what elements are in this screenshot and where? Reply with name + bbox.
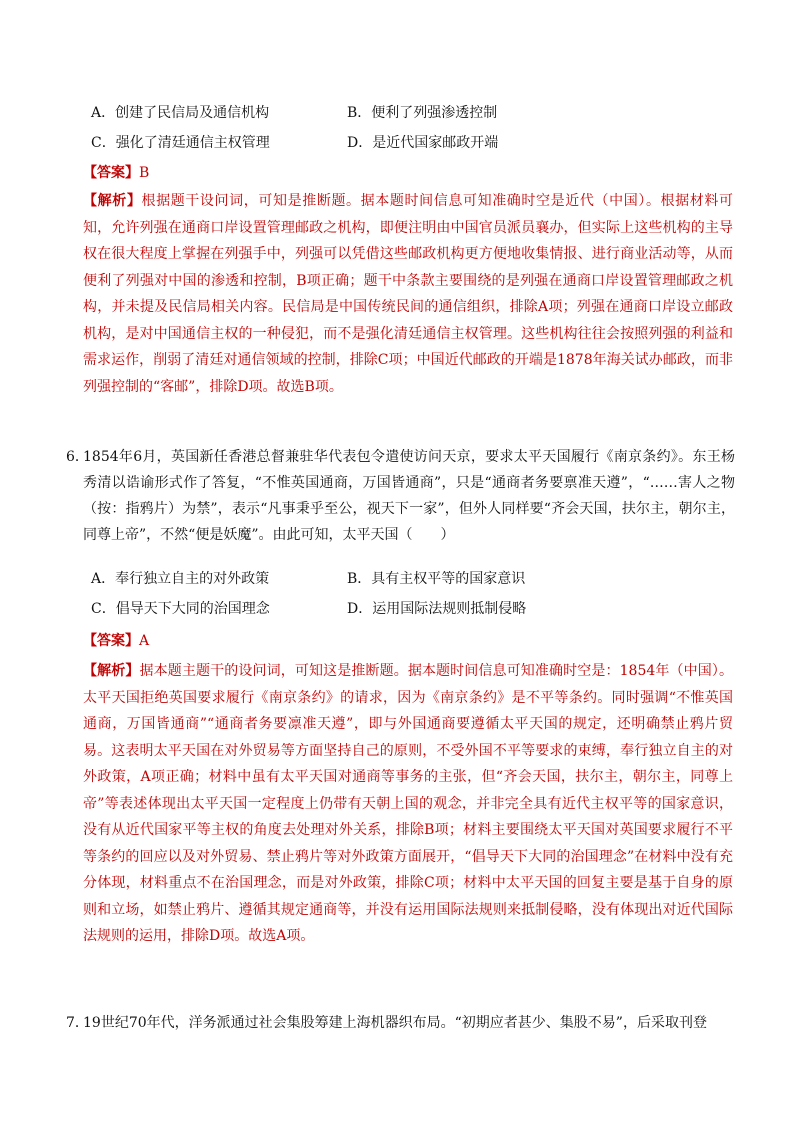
q5-options-row-2 [91,130,651,156]
q5-option-b: B．便利了列强渗透控制 [347,105,498,121]
q6-analysis [83,658,733,950]
q6-options-row-1 [91,566,651,592]
q5-options-row-1 [91,100,651,126]
q5-answer-value: B [139,165,150,181]
q6-answer-value: A [139,633,150,649]
q5-analysis-text: 根据题干设问词，可知是推断题。据本题时间信息可知准确时空是近代（中国）。根据材料可知，允许列强在通商口岸设置管理邮政之机构，即便注明由中国官员派员襄办，但实际上这些机构的主导权在很大程度上掌握在列强手中，列强可以凭借这些邮政机构更方便地收集情报、进行商业活动等，从而便利了列强对中国的渗透和控制，B项正确；题干中条款主要围绕的是列强在通商口岸设置管理邮政之机构，并未提及民信局相关内容。民信局是中国传统民间的通信组织，排除A项；列强在通商口岸设立邮政机构，是对中国通信主权的一种侵犯，而不是强化清廷通信主权管理。这些机构往往会按照列强的利益和需求运作，削弱了清廷对通信领域的控制，排除C项；中国近代邮政的开端是1878年海关试办邮政，而非列强控制的“客邮”，排除D项。故选B项。 [83,193,734,395]
q6-option-b: B．具有主权平等的国家意识 [347,571,526,587]
q6-option-a: A．奉行独立自主的对外政策 [91,571,270,587]
q5-answer-tag: 【答案】 [83,165,139,181]
q5-analysis [83,188,733,400]
q5-answer [83,160,149,186]
q5-option-c: C．强化了清廷通信主权管理 [91,135,270,151]
q6-answer [83,628,149,654]
q6-option-c: C．倡导天下大同的治国理念 [91,601,270,617]
q6-number: 6． [66,449,89,465]
q6-stem: 1854年6月，英国新任香港总督兼驻华代表包令遣使访问天京，要求太平天国履行《南京条约》。东王杨秀清以诰谕形式作了答复，“不惟英国通商，万国皆通商”，只是“通商者务要禀准天遵”，“……害人之物（按：指鸦片）为禁”，表示“凡事秉乎至公，视天下一家”，但外人同样要“齐会天国，扶尔主，朝尔主，同尊上帝”，不然“便是妖魔”。由此可知，太平天国（ ） [83,449,735,543]
q7-stem: 19世纪70年代，洋务派通过社会集股筹建上海机器织布局。“初期应者甚少、集股不易”，后采取刊登 [83,1015,707,1031]
q7-number: 7． [66,1015,89,1031]
q6-analysis-tag: 【解析】 [83,663,140,679]
q6-analysis-text: 据本题主题干的设问词，可知这是推断题。据本题时间信息可知准确时空是：1854年（中国）。太平天国拒绝英国要求履行《南京条约》的请求，因为《南京条约》是不平等条约。同时强调“不惟英国通商，万国皆通商”“通商者务要凛准天遵”，即与外国通商要遵循太平天国的规定，还明确禁止鸦片贸易。这表明太平天国在对外贸易等方面坚持自己的原则，不受外国不平等要求的束缚，奉行独立自主的对外政策，A项正确；材料中虽有太平天国对通商等事务的主张，但“齐会天国，扶尔主，朝尔主，同尊上帝”等表述体现出太平天国一定程度上仍带有天朝上国的观念，并非完全具有近代主权平等的国家意识，没有从近代国家平等主权的角度去处理对外关系，排除B项；材料主要围绕太平天国对英国要求履行不平等条约的回应以及对外贸易、禁止鸦片等对外政策方面展开，“倡导天下大同的治国理念”在材料中没有充分体现，材料重点不在治国理念，而是对外政策，排除C项；材料中太平天国的回复主要是基于自身的原则和立场，如禁止鸦片、遵循其规定通商等，并没有运用国际法规则来抵制侵略，没有体现出对近代国际法规则的运用，排除D项。故选A项。 [83,663,733,944]
q5-option-a: A．创建了民信局及通信机构 [91,105,270,121]
q5-option-d: D．是近代国家邮政开端 [347,135,499,151]
q5-analysis-tag: 【解析】 [83,193,142,209]
q6-answer-tag: 【答案】 [83,633,139,649]
q6-option-d: D．运用国际法规则抵制侵略 [347,601,527,617]
q6-options-row-2 [91,596,651,622]
